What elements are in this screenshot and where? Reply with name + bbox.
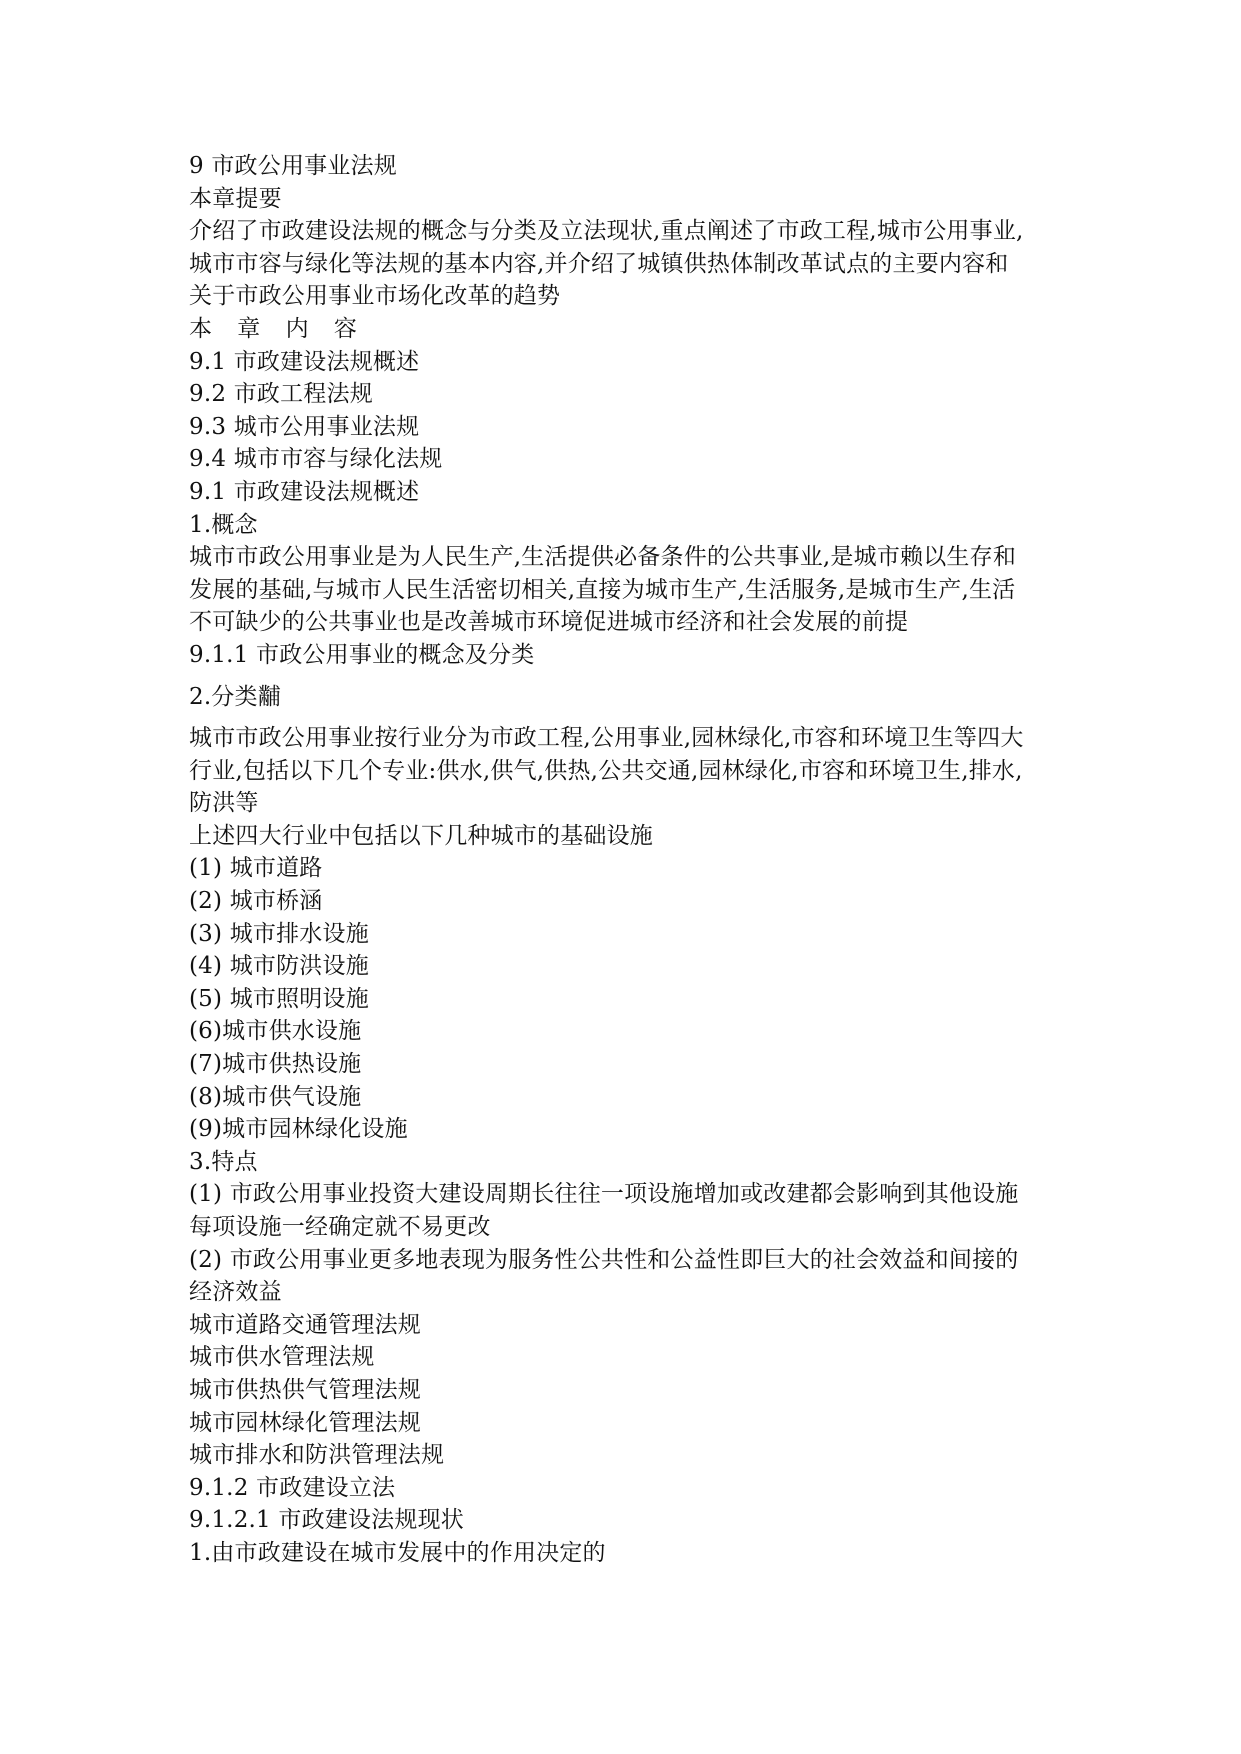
- paragraph-line: 经济效益: [189, 1279, 282, 1306]
- list-item: (7)城市供热设施: [189, 1051, 362, 1078]
- regulation-item: 城市供水管理法规: [189, 1344, 375, 1371]
- paragraph-line: 发展的基础,与城市人民生活密切相关,直接为城市生产,生活服务,是城市生产,生活: [189, 576, 1016, 603]
- subheading-classification: 2.分类黼: [189, 683, 281, 710]
- paragraph-line: 行业,包括以下几个专业:供水,供气,供热,公共交通,园林绿化,市容和环境卫生,排水,: [189, 757, 1023, 784]
- subsection-heading: 9.1.1 市政公用事业的概念及分类: [189, 641, 535, 668]
- list-item: (1) 城市道路: [189, 855, 323, 882]
- subsection-heading: 9.1.2.1 市政建设法规现状: [189, 1507, 464, 1534]
- summary-text-line: 介绍了市政建设法规的概念与分类及立法现状,重点阐述了市政工程,城市公用事业,: [189, 218, 1024, 245]
- contents-item: 9.3 城市公用事业法规: [189, 413, 420, 440]
- document-body: [189, 150, 1089, 1570]
- list-item: (6)城市供水设施: [189, 1018, 362, 1045]
- paragraph-line: (1) 市政公用事业投资大建设周期长往往一项设施增加或改建都会影响到其他设施: [189, 1181, 1019, 1208]
- paragraph-line: 防洪等: [189, 790, 259, 817]
- paragraph-line: 城市市政公用事业按行业分为市政工程,公用事业,园林绿化,市容和环境卫生等四大: [189, 725, 1024, 752]
- paragraph-line: 每项设施一经确定就不易更改: [189, 1214, 491, 1240]
- contents-item: 9.4 城市市容与绿化法规: [189, 446, 443, 473]
- list-item: (9)城市园林绿化设施: [189, 1116, 408, 1143]
- list-item: (3) 城市排水设施: [189, 920, 369, 947]
- paragraph-line: 城市市政公用事业是为人民生产,生活提供必备条件的公共事业,是城市赖以生存和: [189, 544, 1017, 571]
- paragraph-line: 不可缺少的公共事业也是改善城市环境促进城市经济和社会发展的前提: [189, 609, 909, 636]
- contents-heading: 本 章 内 容: [189, 315, 366, 342]
- list-item: (5) 城市照明设施: [189, 985, 369, 1012]
- subheading-concept: 1.概念: [189, 511, 258, 538]
- paragraph-line: 上述四大行业中包括以下几种城市的基础设施: [189, 822, 653, 849]
- list-item: (2) 城市桥涵: [189, 888, 323, 915]
- subsection-heading: 9.1.2 市政建设立法: [189, 1474, 396, 1501]
- summary-text-line: 城市市容与绿化等法规的基本内容,并介绍了城镇供热体制改革试点的主要内容和: [189, 250, 1009, 277]
- summary-heading: 本章提要: [189, 185, 282, 212]
- summary-text-line: 关于市政公用事业市场化改革的趋势: [189, 283, 561, 310]
- regulation-item: 城市排水和防洪管理法规: [189, 1442, 445, 1469]
- regulation-item: 城市道路交通管理法规: [189, 1311, 421, 1338]
- chapter-title: 9 市政公用事业法规: [189, 153, 397, 179]
- contents-item: 9.2 市政工程法规: [189, 381, 373, 408]
- section-heading: 9.1 市政建设法规概述: [189, 478, 420, 505]
- regulation-item: 城市供热供气管理法规: [189, 1376, 421, 1403]
- regulation-item: 城市园林绿化管理法规: [189, 1409, 421, 1436]
- subheading-features: 3.特点: [189, 1148, 258, 1175]
- paragraph-line: 1.由市政建设在城市发展中的作用决定的: [189, 1539, 606, 1566]
- paragraph-line: (2) 市政公用事业更多地表现为服务性公共性和公益性即巨大的社会效益和间接的: [189, 1246, 1019, 1273]
- list-item: (4) 城市防洪设施: [189, 953, 369, 980]
- contents-item: 9.1 市政建设法规概述: [189, 348, 420, 375]
- list-item: (8)城市供气设施: [189, 1083, 362, 1110]
